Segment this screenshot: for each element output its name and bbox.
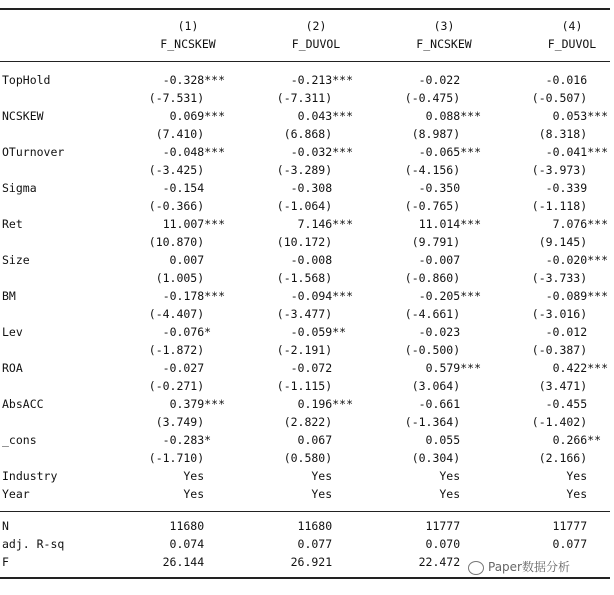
table-row-tstat [0,89,614,107]
row-label: TopHold [2,73,51,87]
coefficient-cell: 11.014*** [418,217,481,231]
coefficient-cell: 7.076*** [552,217,608,231]
table-row [0,215,614,233]
tstat-cell: (-3.016) [531,307,588,321]
coefficient-cell: 0.053*** [552,109,608,123]
table-row [0,71,614,89]
stat-cell: 26.921 [290,555,333,569]
table-row [0,143,614,161]
tstat-cell: (-0.500) [404,343,461,357]
tstat-cell: (-4.661) [404,307,461,321]
tstat-cell: (-0.387) [531,343,588,357]
tstat-cell: (-4.156) [404,163,461,177]
row-label: Sigma [2,181,37,195]
coefficient-cell: 0.088*** [425,109,481,123]
coefficient-cell: -0.339 [545,181,588,195]
row-label: Year [2,487,30,501]
coefficient-cell: -0.094*** [290,289,353,303]
coefficient-cell: 0.579*** [425,361,481,375]
coefficient-cell: -0.023 [418,325,461,339]
row-label: Lev [2,325,23,339]
tstat-cell: (3.471) [538,379,588,393]
row-label: OTurnover [2,145,65,159]
tstat-cell: (-0.475) [404,91,461,105]
fixed-effect-cell: Yes [566,487,588,501]
tstat-cell: (-1.118) [531,199,588,213]
coefficient-cell: 0.055 [425,433,461,447]
table-row-tstat [0,341,614,359]
column-number: (2) [305,19,327,33]
coefficient-cell: 0.379*** [169,397,225,411]
tstat-cell: (-1.115) [276,379,333,393]
tstat-cell: (0.580) [283,451,333,465]
tstat-cell: (8.318) [538,127,588,141]
row-label: AbsACC [2,397,44,411]
watermark [468,558,608,576]
table-row-tstat [0,269,614,287]
tstat-cell: (-3.289) [276,163,333,177]
fixed-effect-cell: Yes [183,487,205,501]
table-row-tstat [0,413,614,431]
column-number: (1) [177,19,199,33]
coefficient-cell: 0.069*** [169,109,225,123]
coefficient-cell: 0.196*** [297,397,353,411]
tstat-cell: (-4.407) [148,307,205,321]
row-label: ROA [2,361,23,375]
tstat-cell: (0.304) [411,451,461,465]
table-row [0,287,614,305]
tstat-cell: (6.868) [283,127,333,141]
tstat-cell: (-3.477) [276,307,333,321]
fixed-effect-cell: Yes [566,469,588,483]
tstat-cell: (-1.064) [276,199,333,213]
row-label: BM [2,289,16,303]
column-number: (4) [561,19,583,33]
table-row-tstat [0,197,614,215]
tstat-cell: (-1.364) [404,415,461,429]
tstat-cell: (-3.973) [531,163,588,177]
coefficient-cell: -0.032*** [290,145,353,159]
stats-row [0,535,614,553]
tstat-cell: (2.822) [283,415,333,429]
tstat-cell: (9.145) [538,235,588,249]
column-depvar: F_DUVOL [547,37,597,51]
fixed-effect-cell: Yes [183,469,205,483]
tstat-cell: (-1.402) [531,415,588,429]
coefficient-cell: 0.043*** [297,109,353,123]
coefficient-cell: -0.328*** [162,73,225,87]
coefficient-cell: -0.048*** [162,145,225,159]
fixed-effect-cell: Yes [439,469,461,483]
tstat-cell: (-0.507) [531,91,588,105]
coefficient-cell: -0.072 [290,361,333,375]
table-rule [0,511,610,512]
tstat-cell: (-0.765) [404,199,461,213]
stat-cell: 22.472 [418,555,461,569]
tstat-cell: (10.172) [276,235,333,249]
header-row-numbers [0,17,614,35]
table-row [0,107,614,125]
stat-cell: 0.074 [169,537,205,551]
tstat-cell: (3.749) [155,415,205,429]
table-rule [0,8,610,10]
table-row [0,323,614,341]
watermark-text: Paper数据分析 [488,560,570,574]
row-label: adj. R-sq [2,537,65,551]
stat-cell: 11680 [297,519,333,533]
stat-cell: 26.144 [162,555,205,569]
tstat-cell: (-1.710) [148,451,205,465]
table-row [0,251,614,269]
table-row [0,431,614,449]
column-number: (3) [433,19,455,33]
tstat-cell: (3.064) [411,379,461,393]
coefficient-cell: 0.266** [552,433,602,447]
row-label: Size [2,253,30,267]
table-row-tstat [0,125,614,143]
fixed-effect-cell: Yes [311,487,333,501]
coefficient-cell: -0.016 [545,73,588,87]
wechat-icon [468,561,484,575]
coefficient-cell: -0.661 [418,397,461,411]
coefficient-cell: -0.012 [545,325,588,339]
column-depvar: F_NCSKEW [160,37,216,51]
coefficient-cell: -0.059** [290,325,347,339]
row-label: F [2,555,9,569]
tstat-cell: (7.410) [155,127,205,141]
coefficient-cell: -0.076* [162,325,212,339]
coefficient-cell: -0.041*** [545,145,608,159]
coefficient-cell: -0.213*** [290,73,353,87]
tstat-cell: (-0.860) [404,271,461,285]
coefficient-cell: 11.007*** [162,217,225,231]
row-label: NCSKEW [2,109,44,123]
tstat-cell: (10.870) [148,235,205,249]
coefficient-cell: -0.008 [290,253,333,267]
tstat-cell: (1.005) [155,271,205,285]
row-label: _cons [2,433,37,447]
coefficient-cell: 0.067 [297,433,333,447]
coefficient-cell: -0.205*** [418,289,481,303]
header-row-depvars [0,35,614,53]
column-depvar: F_NCSKEW [416,37,472,51]
tstat-cell: (-0.366) [148,199,205,213]
coefficient-cell: 0.007 [169,253,205,267]
table-row [0,395,614,413]
row-label: Industry [2,469,58,483]
table-row-tstat [0,161,614,179]
fixed-effect-row [0,467,614,485]
coefficient-cell: -0.020*** [545,253,608,267]
tstat-cell: (-7.531) [148,91,205,105]
row-label: Ret [2,217,23,231]
tstat-cell: (9.791) [411,235,461,249]
tstat-cell: (-7.311) [276,91,333,105]
column-depvar: F_DUVOL [291,37,341,51]
coefficient-cell: -0.022 [418,73,461,87]
coefficient-cell: -0.178*** [162,289,225,303]
table-row [0,179,614,197]
tstat-cell: (2.166) [538,451,588,465]
stat-cell: 0.070 [425,537,461,551]
table-rule [0,61,610,62]
coefficient-cell: -0.350 [418,181,461,195]
table-row-tstat [0,305,614,323]
table-rule [0,577,610,579]
coefficient-cell: -0.065*** [418,145,481,159]
table-row-tstat [0,449,614,467]
coefficient-cell: -0.007 [418,253,461,267]
coefficient-cell: -0.154 [162,181,205,195]
tstat-cell: (8.987) [411,127,461,141]
fixed-effect-cell: Yes [439,487,461,501]
table-row-tstat [0,377,614,395]
table-row-tstat [0,233,614,251]
table-row [0,359,614,377]
coefficient-cell: -0.283* [162,433,212,447]
coefficient-cell: -0.308 [290,181,333,195]
tstat-cell: (-0.271) [148,379,205,393]
tstat-cell: (-1.568) [276,271,333,285]
tstat-cell: (-3.733) [531,271,588,285]
stat-cell: 0.077 [552,537,588,551]
coefficient-cell: -0.089*** [545,289,608,303]
fixed-effect-cell: Yes [311,469,333,483]
row-label: N [2,519,9,533]
coefficient-cell: -0.027 [162,361,205,375]
stat-cell: 11777 [552,519,588,533]
coefficient-cell: 0.422*** [552,361,608,375]
tstat-cell: (-1.872) [148,343,205,357]
coefficient-cell: 7.146*** [297,217,353,231]
coefficient-cell: -0.455 [545,397,588,411]
stat-cell: 11777 [425,519,461,533]
fixed-effect-row [0,485,614,503]
stats-row [0,517,614,535]
tstat-cell: (-3.425) [148,163,205,177]
tstat-cell: (-2.191) [276,343,333,357]
stat-cell: 0.077 [297,537,333,551]
stat-cell: 11680 [169,519,205,533]
